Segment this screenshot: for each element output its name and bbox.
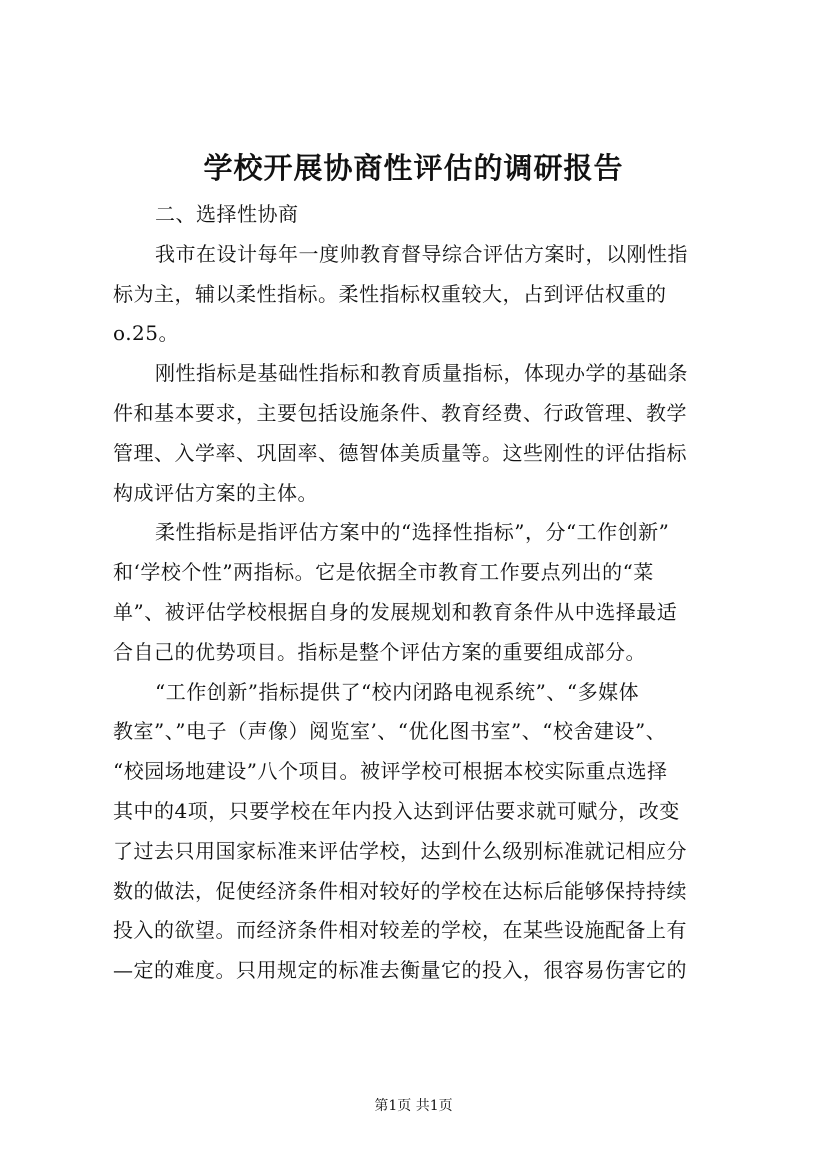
text-line: 其中的4项，只要学校在年内投入达到评估要求就可赋分，改变 bbox=[113, 798, 680, 823]
document-title: 学校开展协商性评估的调研报告 bbox=[203, 151, 624, 185]
text-line: 管理、入学率、巩固率、德智体美质量等。这些刚性的评估指标 bbox=[113, 440, 687, 465]
text-line: —定的难度。只用规定的标准去衡量它的投入，很容易伤害它的 bbox=[113, 958, 687, 983]
text-line: 件和基本要求，主要包括设施条件、教育经费、行政管理、教学 bbox=[113, 400, 687, 425]
text-line: 投入的欲望。而经济条件相对较差的学校，在某些设施配备上有 bbox=[113, 918, 687, 943]
text-line: 教室”、”电子（声像）阅览室’、“优化图书室”、“校舍建设”、 bbox=[113, 719, 667, 744]
text-line: 合自己的优势项目。指标是整个评估方案的重要组成部分。 bbox=[113, 639, 646, 664]
text-line: 二、选择性协商 bbox=[155, 202, 299, 226]
text-line: “工作创新”指标提供了“校内闭路电视系统”、“多媒体 bbox=[155, 679, 640, 704]
text-line: 标为主，辅以柔性指标。柔性指标权重较大，占到评估权重的 bbox=[113, 281, 667, 306]
text-line: 柔性指标是指评估方案中的“选择性指标”，分“工作创新” bbox=[155, 520, 670, 545]
page-footer: 第1页 共1页 bbox=[374, 1098, 453, 1114]
text-line: 我市在设计每年一度帅教育督导综合评估方案时，以刚性指 bbox=[155, 241, 688, 266]
text-line: 构成评估方案的主体。 bbox=[113, 480, 318, 505]
text-line: 刚性指标是基础性指标和教育质量指标，体现办学的基础条 bbox=[155, 361, 688, 386]
text-line: o.25。 bbox=[113, 321, 179, 346]
text-line: 单”、被评估学校根据自身的发展规划和教育条件从中选择最适 bbox=[113, 599, 678, 624]
text-line: 和‘学校个性”两指标。它是依据全市教育工作要点列出的“菜 bbox=[113, 560, 654, 585]
text-line: “校园场地建设”八个项目。被评学校可根据本校实际重点选择 bbox=[113, 759, 668, 784]
text-line: 了过去只用国家标准来评估学校，达到什么级别标准就记相应分 bbox=[113, 838, 687, 863]
document-body bbox=[113, 195, 727, 991]
text-line: 数的做法，促使经济条件相对较好的学校在达标后能够保持持续 bbox=[113, 878, 687, 903]
